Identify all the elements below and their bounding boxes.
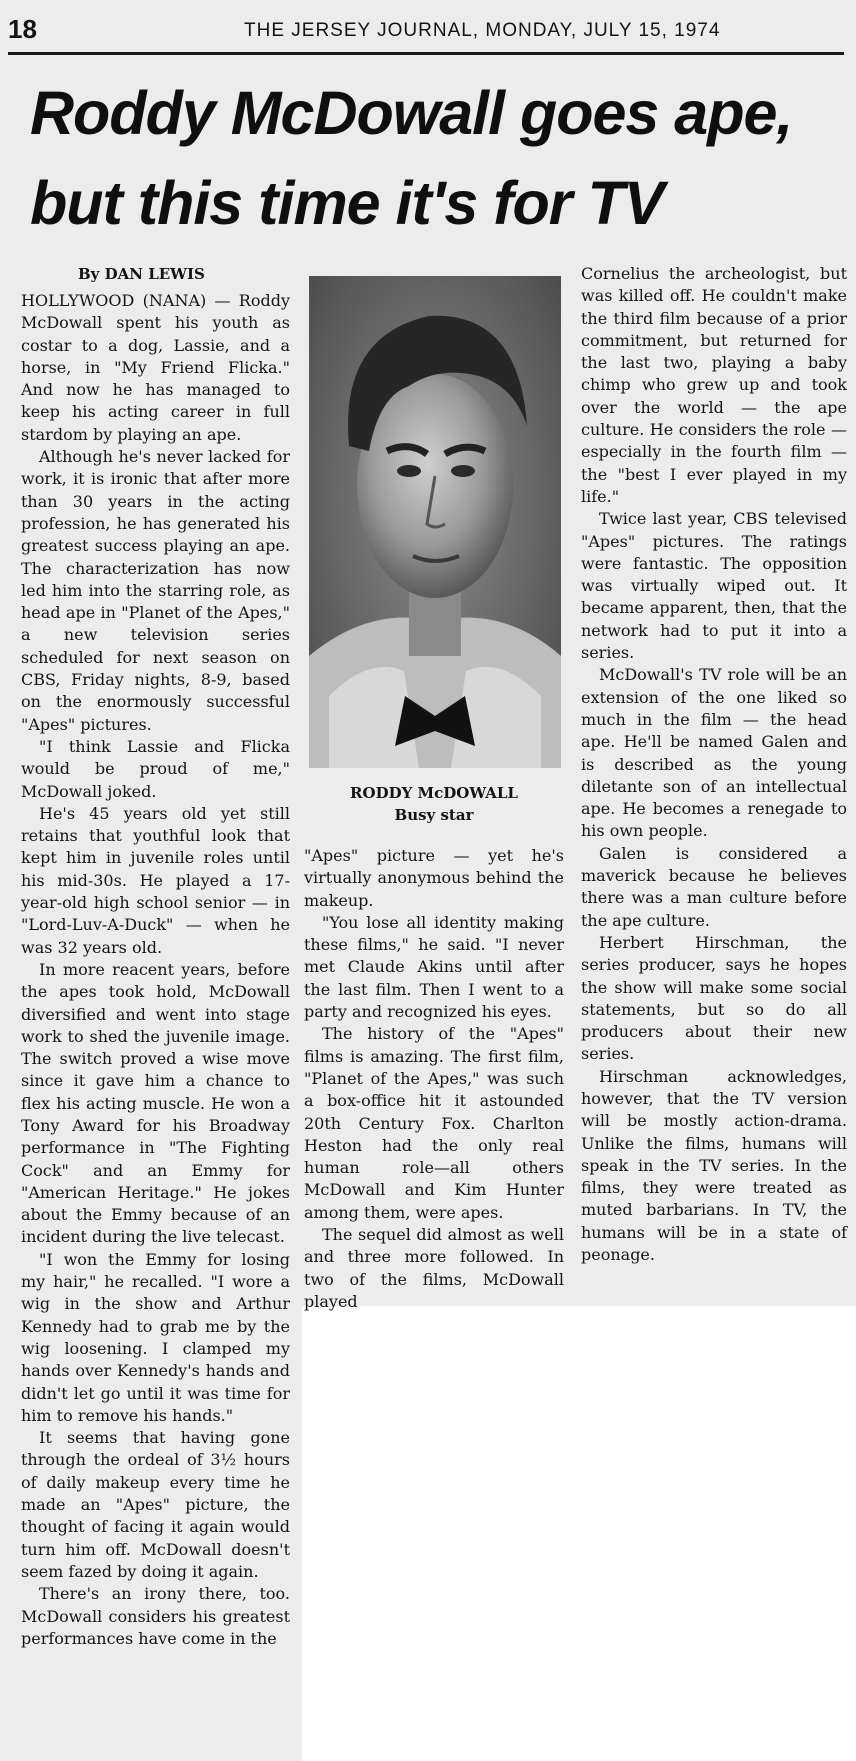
header-rule xyxy=(8,52,844,55)
article-column-1 xyxy=(21,290,290,1650)
paragraph: HOLLYWOOD (NANA) — Roddy McDowall spent his youth as costar to a dog, Lassie, and a horse, in "My Friend Flicka." And now he has managed to keep his acting career in full stardom by playing an ape. xyxy=(21,291,290,444)
paragraph: The history of the "Apes" films is amazing. The first film, "Planet of the Apes," was such a box-office hit it astounded 20th Century Fox. Charlton Heston had the only real human role—all others McDowall and Kim Hunter among them, were apes. xyxy=(304,1024,564,1222)
paragraph: McDowall's TV role will be an extension of the one liked so much in the film — the head ape. He'll be named Galen and is described as the young diletante son of an intellectual ape. He becomes a renegade to his own people. xyxy=(581,665,847,841)
paragraph: It seems that having gone through the ordeal of 3½ hours of daily makeup every time he made an "Apes" picture, the thought of facing it again would turn him off. McDowall doesn't seem fazed by doing it again. xyxy=(21,1428,290,1581)
page-header xyxy=(0,0,856,52)
paragraph: "Apes" picture — yet he's virtually anonymous behind the makeup. xyxy=(304,846,564,910)
paragraph: Hirschman acknowledges, however, that the TV version will be mostly action-drama. Unlike the films, humans will speak in the TV series. In the films, they were treated as muted barbarians. In TV, the humans will be in a state of peonage. xyxy=(581,1066,847,1265)
paragraph: "I think Lassie and Flicka would be proud of me," McDowall joked. xyxy=(21,736,290,801)
headline-line-1: Roddy McDowall goes ape, xyxy=(30,79,793,147)
caption-name: RODDY McDOWALL xyxy=(350,784,518,802)
portrait-photo xyxy=(309,276,561,768)
paragraph: Cornelius the archeologist, but was killed off. He couldn't make the third film because of a prior commitment, but returned for the last two, playing a baby chimp who grew up and took over the world — the ape culture. He considers the role — especially in the fourth film — the "best I ever played in my life." xyxy=(581,264,847,506)
paragraph: In more reacent years, before the apes took hold, McDowall diversified and went into stage work to shed the juvenile image. The switch proved a wise move since it gave him a chance to flex his acting muscle. He won a Tony Award for his Broadway performance in "The Fighting Cock" and an Emmy for "American Heritage." He jokes about the Emmy because of an incident during the live telecast. xyxy=(21,959,290,1247)
headline-line-2: but this time it's for TV xyxy=(30,169,664,237)
paragraph: Galen is considered a maverick because he believes there was a man culture before the ape culture. xyxy=(581,843,847,930)
paragraph: Twice last year, CBS televised "Apes" pictures. The ratings were fantastic. The opposition was virtually wiped out. It became apparent, then, that the network had to put it into a series. xyxy=(581,509,847,663)
paragraph: "I won the Emmy for losing my hair," he recalled. "I wore a wig in the show and Arthur Kennedy had to grab me by the wig loosening. I clamped my hands over Kennedy's hands and didn't let go until it was time for him to remove his hands." xyxy=(21,1249,290,1425)
paragraph: "You lose all identity making these films," he said. "I never met Claude Akins until after the last film. Then I went to a party and recognized his eyes. xyxy=(304,912,564,1022)
page-number: 18 xyxy=(8,14,37,44)
paragraph: The sequel did almost as well and three more followed. In two of the films, McDowall played xyxy=(304,1225,564,1311)
caption-subtitle: Busy star xyxy=(394,806,474,824)
paragraph: Herbert Hirschman, the series producer, says he hopes the show will make some social statements, but so do all producers about their new series. xyxy=(581,932,847,1064)
article-column-2 xyxy=(304,845,564,1313)
paragraph: Although he's never lacked for work, it is ironic that after more than 30 years in the acting profession, he has generated his greatest success playing an ape. The characterization has now led him into the starring role, as head ape in "Planet of the Apes," a new television series scheduled for next season on CBS, Friday nights, 8-9, based on the enormously successful "Apes" pictures. xyxy=(21,447,290,734)
paragraph: He's 45 years old yet still retains that youthful look that kept him in juvenile roles until his mid-30s. He played a 17-year-old high school senior — in "Lord-Luv-A-Duck" — when he was 32 years old. xyxy=(21,803,290,957)
photo-caption xyxy=(304,782,564,826)
article-column-3 xyxy=(581,263,847,1266)
paragraph: There's an irony there, too. McDowall considers his greatest performances have come in the xyxy=(21,1584,290,1648)
masthead: THE JERSEY JOURNAL, MONDAY, JULY 15, 1974 xyxy=(244,20,721,41)
byline: By DAN LEWIS xyxy=(78,265,205,283)
